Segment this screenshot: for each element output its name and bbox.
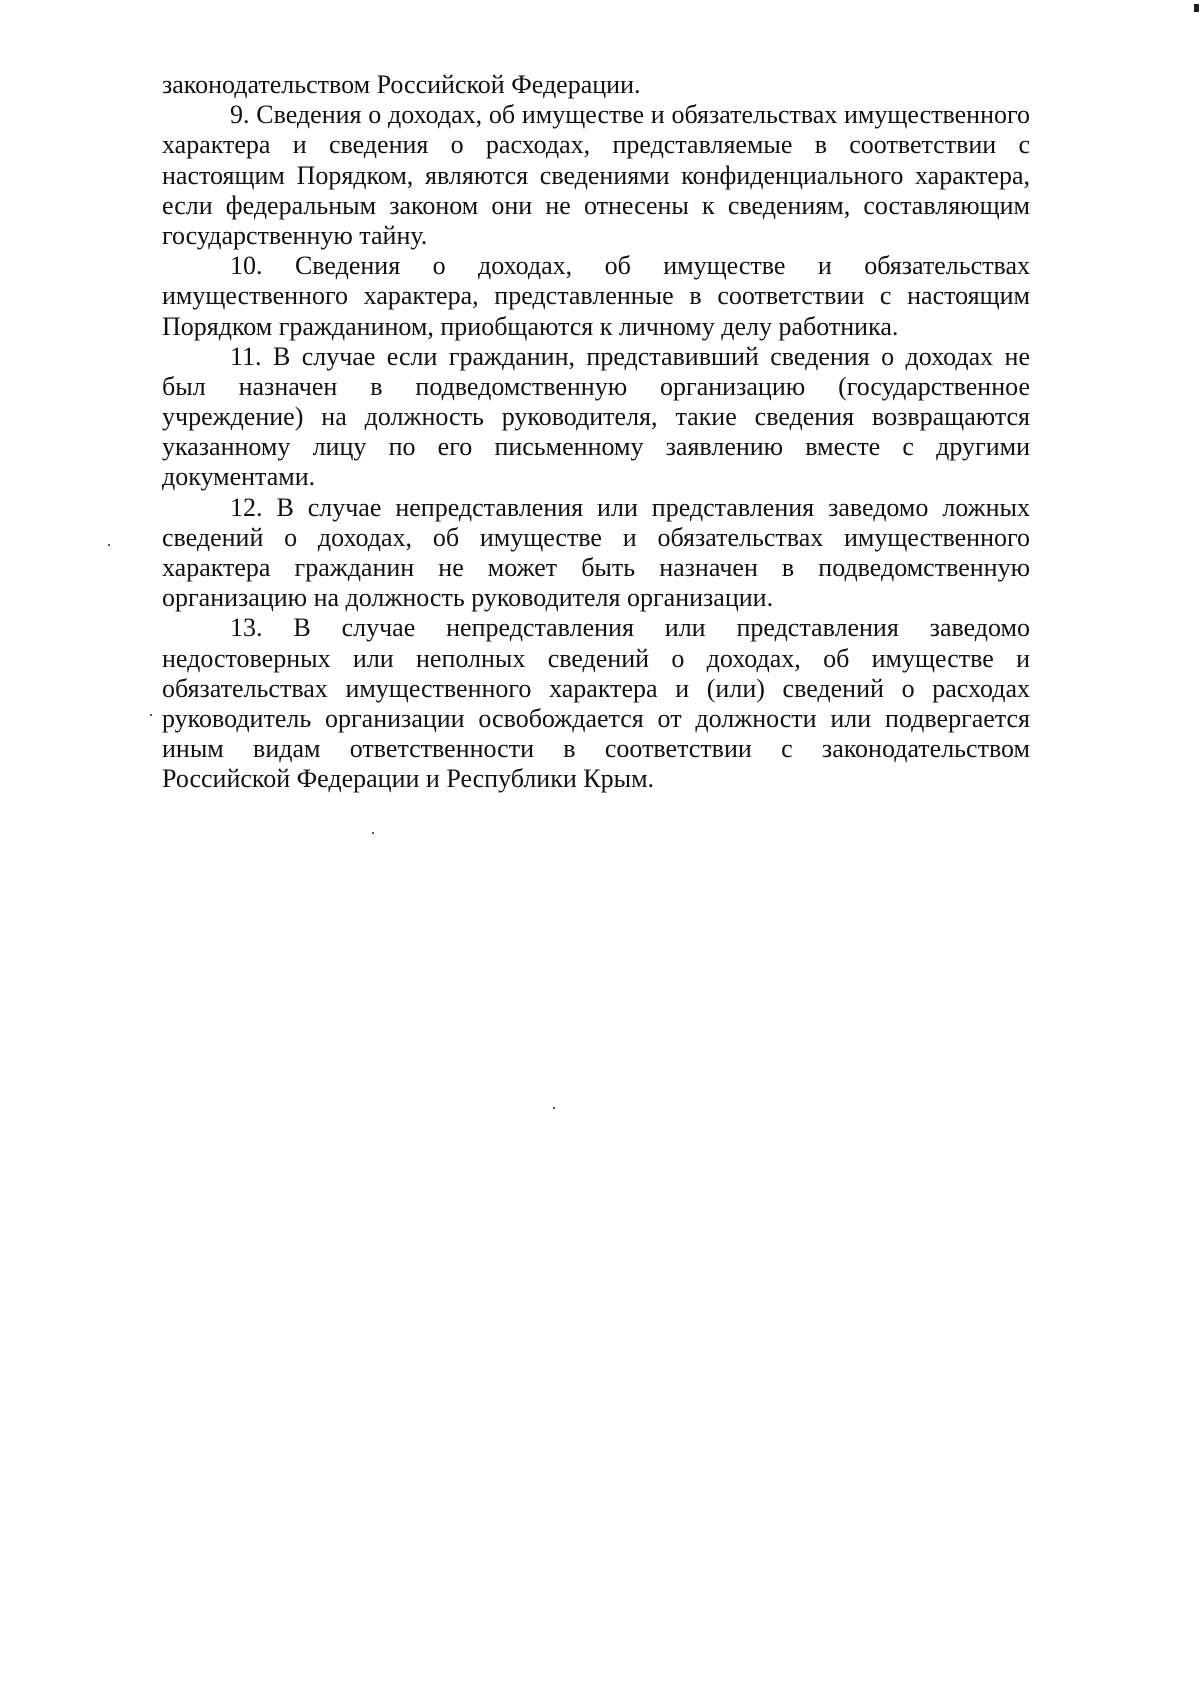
text-line: сведений о доходах, об имуществе и обязательствах имущественного xyxy=(162,522,1030,552)
text-line: имущественного характера, представленные в соответствии с настоящим xyxy=(162,281,1030,311)
text-line: законодательством Российской Федерации. xyxy=(162,70,641,99)
text-line: Российской Федерации и Республики Крым. xyxy=(162,764,655,794)
text-line: характера гражданин не может быть назначен в подведомственную xyxy=(162,553,1030,582)
scan-speck xyxy=(1194,4,1199,12)
scan-speck xyxy=(108,544,110,546)
text-line: недостоверных или неполных сведений о доходах, об имуществе и xyxy=(162,643,1030,673)
text-line: учреждение) на должность руководителя, такие сведения возвращаются xyxy=(162,402,1030,432)
text-line: характера и сведения о расходах, представляемые в соответствии с xyxy=(162,130,1030,160)
document-page xyxy=(162,70,1030,795)
paragraph-13-start: 13. В случае непредставления или представления заведомо xyxy=(230,613,1030,643)
text-line: документами. xyxy=(162,462,316,492)
text-line: иным видам ответственности в соответствии с законодательством xyxy=(162,734,1030,764)
text-line: руководитель организации освобождается от должности или подвергается xyxy=(162,703,1030,733)
text-line: государственную тайну. xyxy=(162,220,428,250)
text-line: указанному лицу по его письменному заявлению вместе с другими xyxy=(162,432,1030,462)
paragraph-12-start: 12. В случае непредставления или представления заведомо ложных xyxy=(230,492,1030,522)
text-line: обязательствах имущественного характера и (или) сведений о расходах xyxy=(162,673,1030,703)
scan-speck xyxy=(372,832,374,834)
scan-speck xyxy=(553,1107,555,1109)
paragraph-11-start: 11. В случае если гражданин, представивший сведения о доходах не xyxy=(230,341,1030,371)
paragraph-9-start: 9. Сведения о доходах, об имуществе и обязательствах имущественного xyxy=(230,100,1030,130)
text-line: Порядком гражданином, приобщаются к личному делу работника. xyxy=(162,311,899,341)
text-line: был назначен в подведомственную организацию (государственное xyxy=(162,371,1030,401)
text-line: настоящим Порядком, являются сведениями конфиденциального характера, xyxy=(162,160,1030,190)
text-line: если федеральным законом они не отнесены к сведениям, составляющим xyxy=(162,190,1030,220)
paragraph-10-start: 10. Сведения о доходах, об имуществе и обязательствах xyxy=(230,251,1030,281)
text-line: организацию на должность руководителя организации. xyxy=(162,583,774,613)
scan-speck xyxy=(150,714,152,716)
